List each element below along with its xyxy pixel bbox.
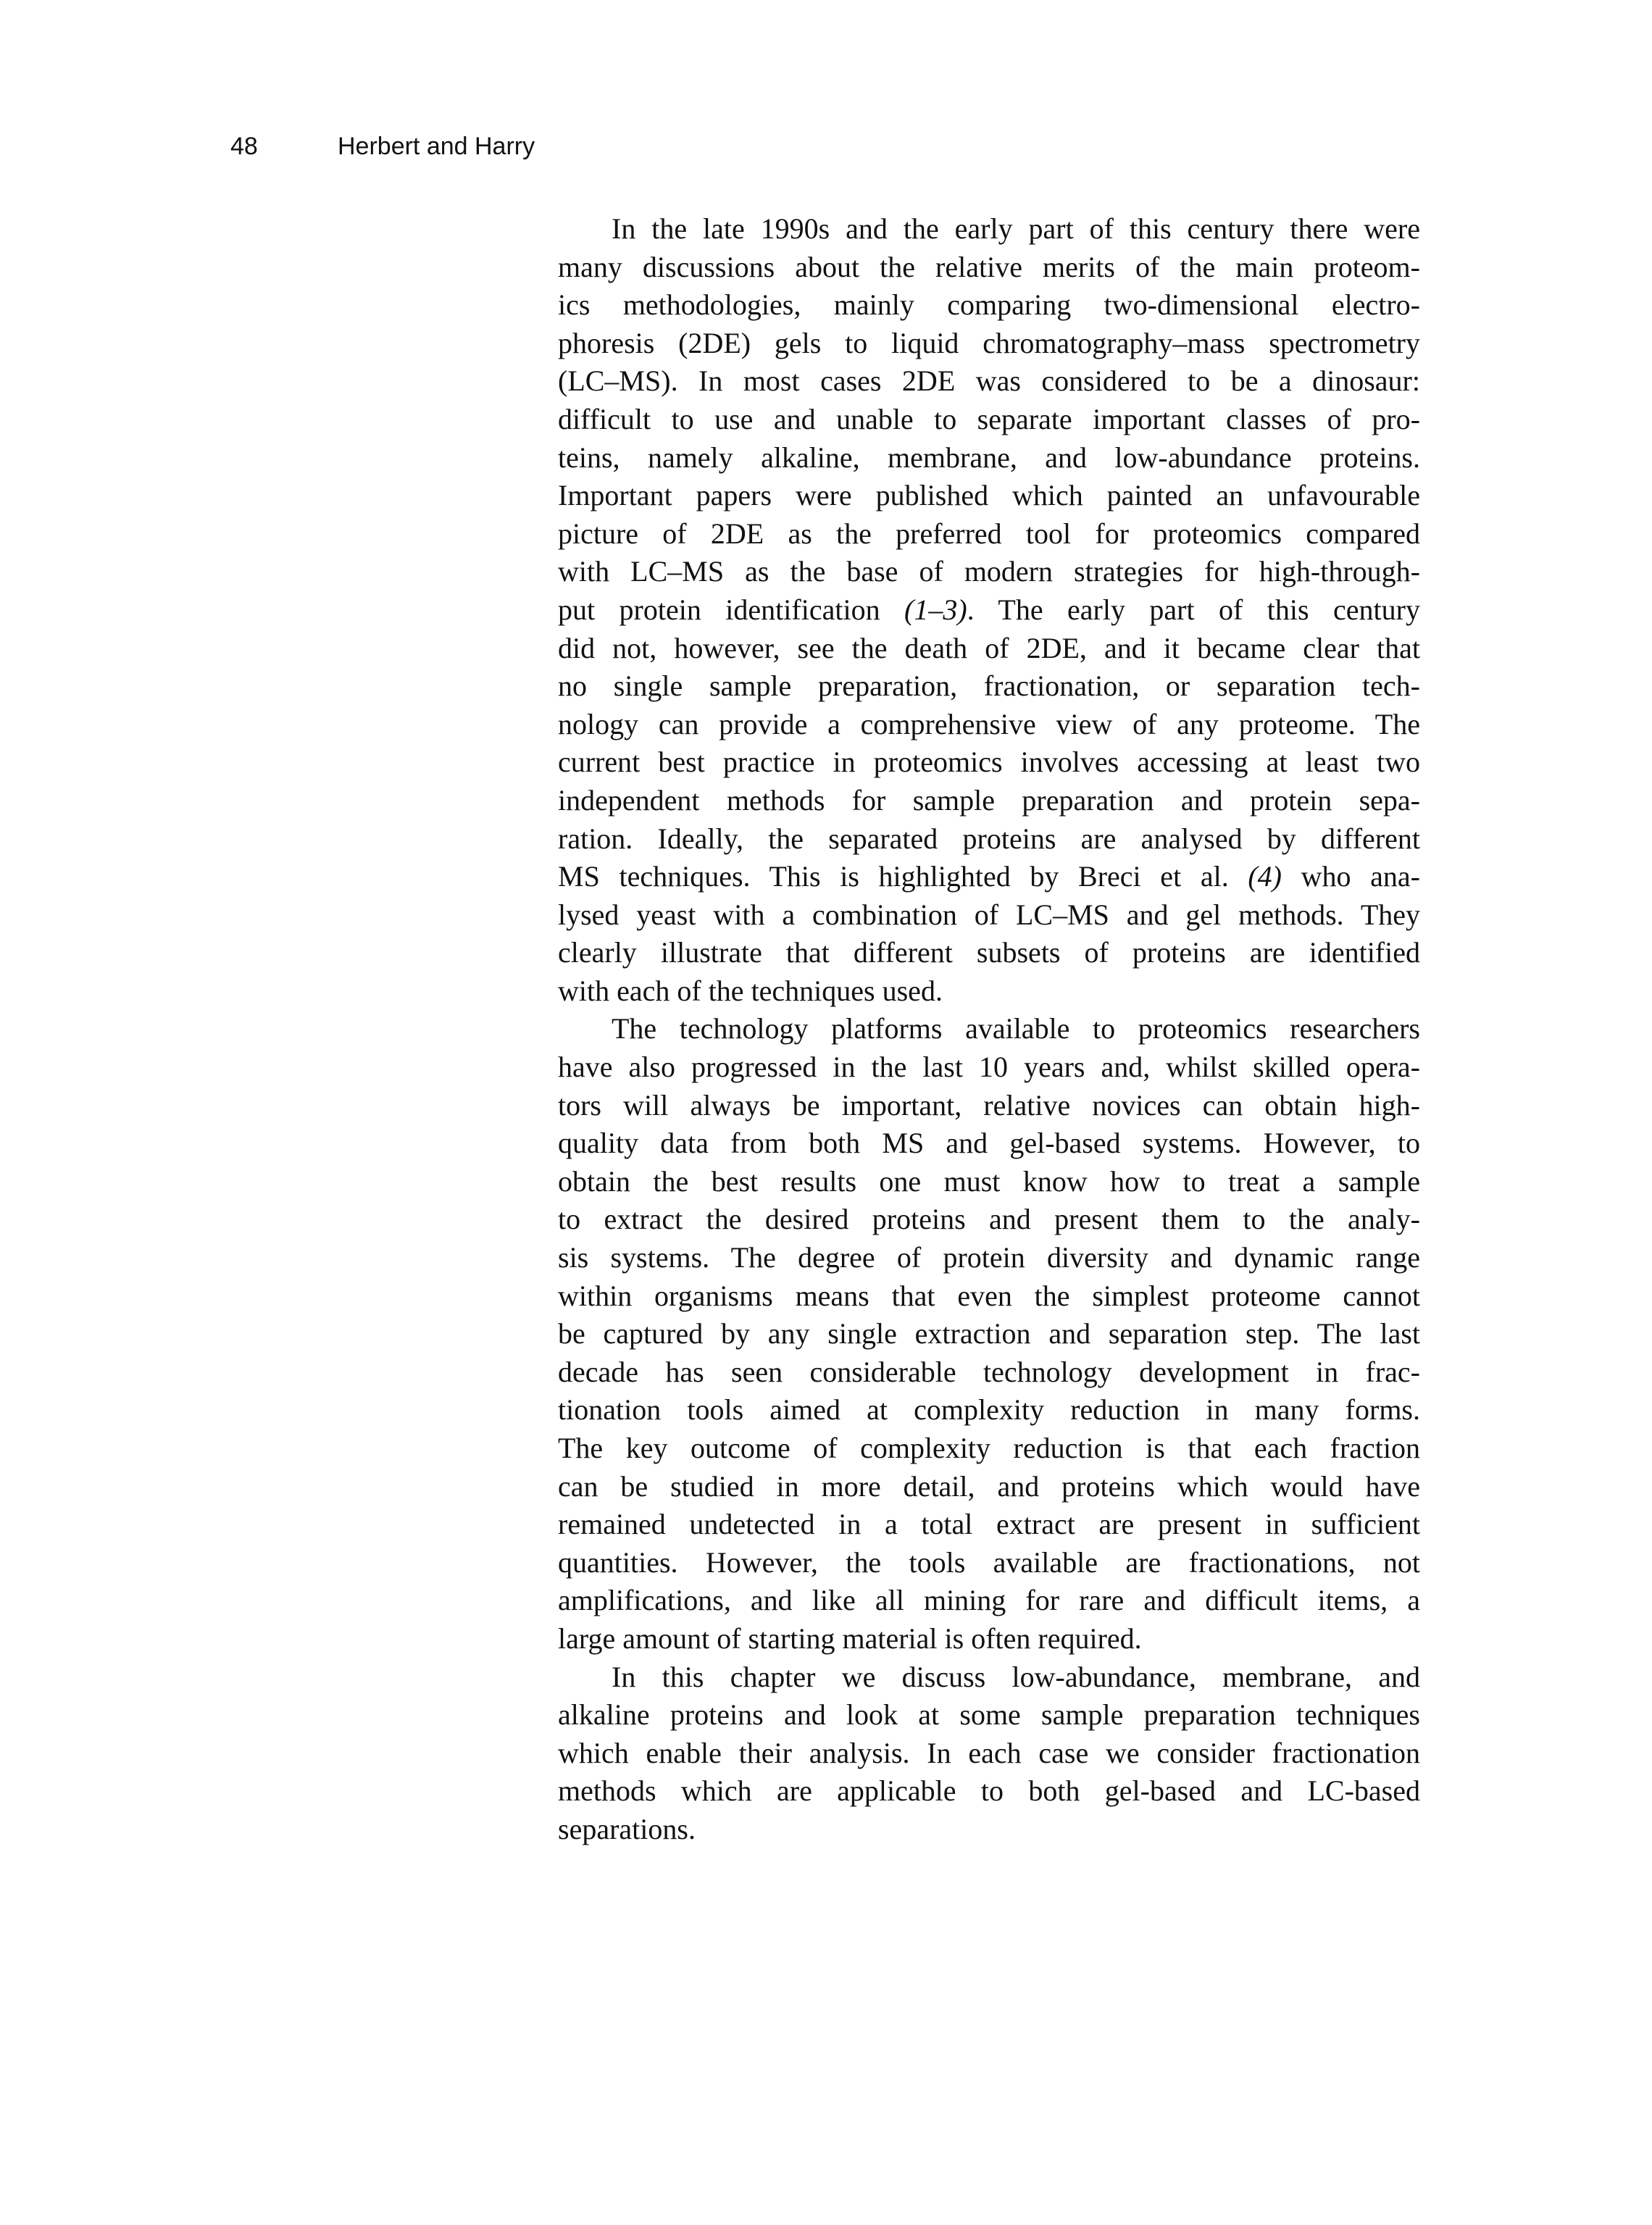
- running-head-authors: Herbert and Harry: [338, 133, 535, 160]
- body-text: [558, 210, 1420, 1849]
- text-line: no single sample preparation, fractionation, or separation tech-: [558, 669, 1420, 703]
- text-line: obtain the best results one must know how to treat a sample: [558, 1164, 1420, 1198]
- text-line: alkaline proteins and look at some sample preparation techniques: [558, 1698, 1420, 1732]
- text-line: [558, 858, 1420, 896]
- text-line: amplifications, and like all mining for rare and difficult items, a: [558, 1584, 1420, 1617]
- text-line: many discussions about the relative merits of the main proteom-: [558, 250, 1420, 283]
- text-segment: put protein identification: [558, 593, 905, 626]
- text-line: within organisms means that even the simplest proteome cannot: [558, 1279, 1420, 1312]
- text-segment: MS techniques. This is highlighted by Breci et al.: [558, 860, 1248, 893]
- text-line: teins, namely alkaline, membrane, and low-abundance proteins.: [558, 441, 1420, 474]
- text-line: did not, however, see the death of 2DE, and it became clear that: [558, 631, 1420, 664]
- text-line: ics methodologies, mainly comparing two-dimensional electro-: [558, 288, 1420, 322]
- text-line: can be studied in more detail, and proteins which would have: [558, 1469, 1420, 1503]
- text-line: clearly illustrate that different subsets of proteins are identified: [558, 936, 1420, 969]
- text-line: sis systems. The degree of protein diversity and dynamic range: [558, 1241, 1420, 1274]
- text-line: Important papers were published which painted an unfavourable: [558, 479, 1420, 512]
- page-number: 48: [230, 133, 258, 160]
- text-line: which enable their analysis. In each case we consider fractionation: [558, 1736, 1420, 1769]
- text-line: be captured by any single extraction and separation step. The last: [558, 1317, 1420, 1351]
- text-line: methods which are applicable to both gel-based and LC-based: [558, 1774, 1420, 1808]
- text-line: to extract the desired proteins and present them to the analy-: [558, 1203, 1420, 1236]
- paragraph-2: [558, 1010, 1420, 1658]
- text-line: The key outcome of complexity reduction is that each fraction: [558, 1432, 1420, 1464]
- text-line: have also progressed in the last 10 years and, whilst skilled opera-: [558, 1051, 1420, 1084]
- text-line: separations.: [558, 1812, 696, 1845]
- running-head: [230, 130, 535, 162]
- text-line: [558, 591, 1420, 630]
- text-line: The technology platforms available to proteomics researchers: [612, 1012, 1420, 1045]
- citation-reference: (4): [1248, 860, 1282, 893]
- text-line: tionation tools aimed at complexity reduction in many forms.: [558, 1393, 1420, 1427]
- text-line: lysed yeast with a combination of LC–MS and gel methods. They: [558, 898, 1420, 931]
- paragraph-3: [558, 1658, 1420, 1849]
- text-line: quality data from both MS and gel-based systems. However, to: [558, 1127, 1420, 1160]
- text-line: remained undetected in a total extract are present in sufficient: [558, 1508, 1420, 1541]
- text-line: tors will always be important, relative novices can obtain high-: [558, 1088, 1420, 1122]
- text-line: nology can provide a comprehensive view of any proteome. The: [558, 707, 1420, 740]
- text-line: phoresis (2DE) gels to liquid chromatography–mass spectrometry: [558, 326, 1420, 359]
- text-line: In this chapter we discuss low-abundance, membrane, and: [612, 1660, 1420, 1693]
- text-line: ration. Ideally, the separated proteins are analysed by different: [558, 822, 1420, 855]
- text-line: independent methods for sample preparation and protein sepa-: [558, 783, 1420, 817]
- text-line: difficult to use and unable to separate important classes of pro-: [558, 402, 1420, 435]
- text-line: picture of 2DE as the preferred tool for proteomics compared: [558, 517, 1420, 550]
- text-line: (LC–MS). In most cases 2DE was considered to be a dinosaur:: [558, 364, 1420, 398]
- text-line: large amount of starting material is often required.: [558, 1621, 1142, 1655]
- text-line: quantities. However, the tools available are fractionations, not: [558, 1545, 1420, 1579]
- text-segment: . The early part of this century: [967, 593, 1420, 626]
- text-line: current best practice in proteomics involves accessing at least two: [558, 746, 1420, 779]
- citation-reference: (1–3): [904, 593, 967, 626]
- text-segment: who ana-: [1281, 860, 1420, 893]
- text-line: with LC–MS as the base of modern strategies for high-through-: [558, 555, 1420, 588]
- text-line: decade has seen considerable technology development in frac-: [558, 1355, 1420, 1388]
- text-line: In the late 1990s and the early part of this century there were: [612, 212, 1420, 245]
- text-line: with each of the techniques used.: [558, 974, 943, 1007]
- paragraph-1: [558, 210, 1420, 1010]
